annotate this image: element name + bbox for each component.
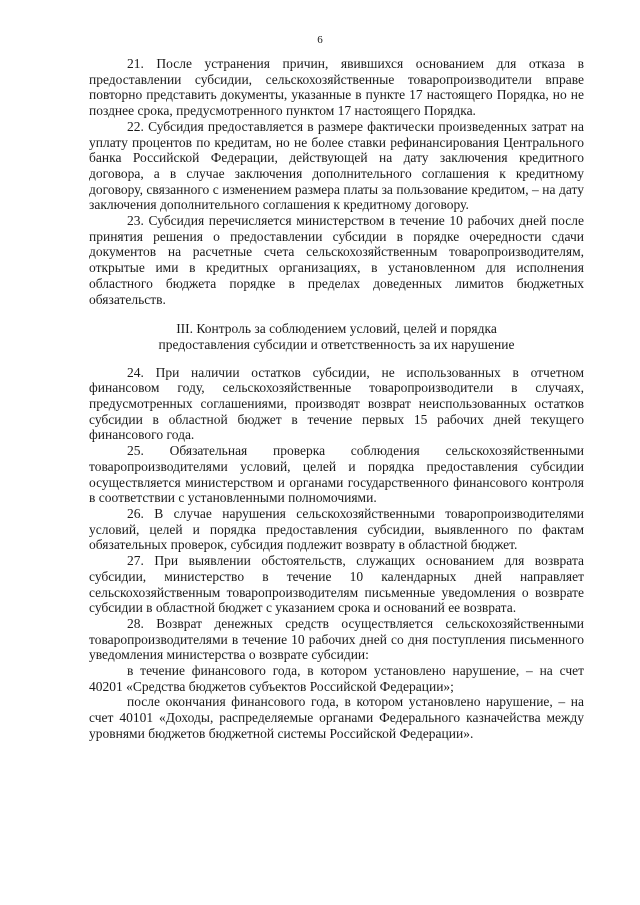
paragraph-22: 22. Субсидия предоставляется в размере фактически произведенных затрат на уплату процентов по кредитам, но не более ставки рефинансирования Центрального банка Российской Федерации, действующей на дату заключения кредитного договора, а в случае заключения дополнительного соглашения к кредитному договору, связанного с изменением размера платы за пользование кредитом, – на дату заключения дополнительного соглашения к кредитному договору. bbox=[89, 118, 584, 213]
paragraph-27: 27. При выявлении обстоятельств, служащих основанием для возврата субсидии, министерство в течение 10 календарных дней направляет сельскохозяйственным товаропроизводителям письменные уведомления о возврате субсидии в областной бюджет с указанием срока и оснований ее возврата. bbox=[89, 553, 584, 616]
section-heading-iii bbox=[89, 321, 584, 352]
paragraph-24: 24. При наличии остатков субсидии, не использованных в отчетном финансовом году, сельскохозяйственные товаропроизводители в случаях, предусмотренных соглашениями, производят возврат неиспользованных остатков субсидии в областной бюджет в течение первых 15 рабочих дней текущего финансового года. bbox=[89, 364, 584, 443]
section-heading-line-2: предоставления субсидии и ответственность за их нарушение bbox=[158, 336, 515, 352]
paragraph-26: 26. В случае нарушения сельскохозяйственными товаропроизводителями условий, целей и порядка предоставления субсидии, выявленного по фактам обязательных проверок, субсидия подлежит возврату в областной бюджет. bbox=[89, 505, 584, 553]
page-number: 6 bbox=[317, 34, 323, 46]
paragraph-23: 23. Субсидия перечисляется министерством в течение 10 рабочих дней после принятия решения о предоставлении субсидии в порядке очередности сдачи документов на расчетные счета сельскохозяйственным товаропроизводителям, открытые ими в кредитных организациях, в установленном для исполнения областного бюджета порядке в пределах доведенных лимитов бюджетных обязательств. bbox=[89, 213, 584, 307]
paragraph-21: 21. После устранения причин, явившихся основанием для отказа в предоставлении субсидии, сельскохозяйственные товаропроизводители вправе повторно представить документы, указанные в пункте 17 настоящего Порядка, но не позднее срока, предусмотренного пунктом 17 настоящего Порядка. bbox=[89, 56, 584, 119]
paragraph-25: 25. Обязательная проверка соблюдения сельскохозяйственными товаропроизводителями условий, целей и порядка предоставления субсидии осуществляется министерством и органами государственного финансового контроля в соответствии с установленными полномочиями. bbox=[89, 443, 584, 506]
paragraph-28: 28. Возврат денежных средств осуществляется сельскохозяйственными товаропроизводителями в течение 10 рабочих дней со дня поступления письменного уведомления министерства о возврате субсидии: bbox=[89, 615, 584, 663]
paragraph-28-item-2: после окончания финансового года, в котором установлено нарушение, – на счет 40101 «Доходы, распределяемые органами Федерального казначейства между уровнями бюджетов бюджетной системы Российской Федерации». bbox=[89, 694, 584, 741]
paragraph-28-item-1: в течение финансового года, в котором установлено нарушение, – на счет 40201 «Средства бюджетов субъектов Российской Федерации»; bbox=[89, 663, 584, 694]
section-heading-line-1: III. Контроль за соблюдением условий, целей и порядка bbox=[176, 321, 497, 337]
document-body bbox=[89, 56, 584, 742]
